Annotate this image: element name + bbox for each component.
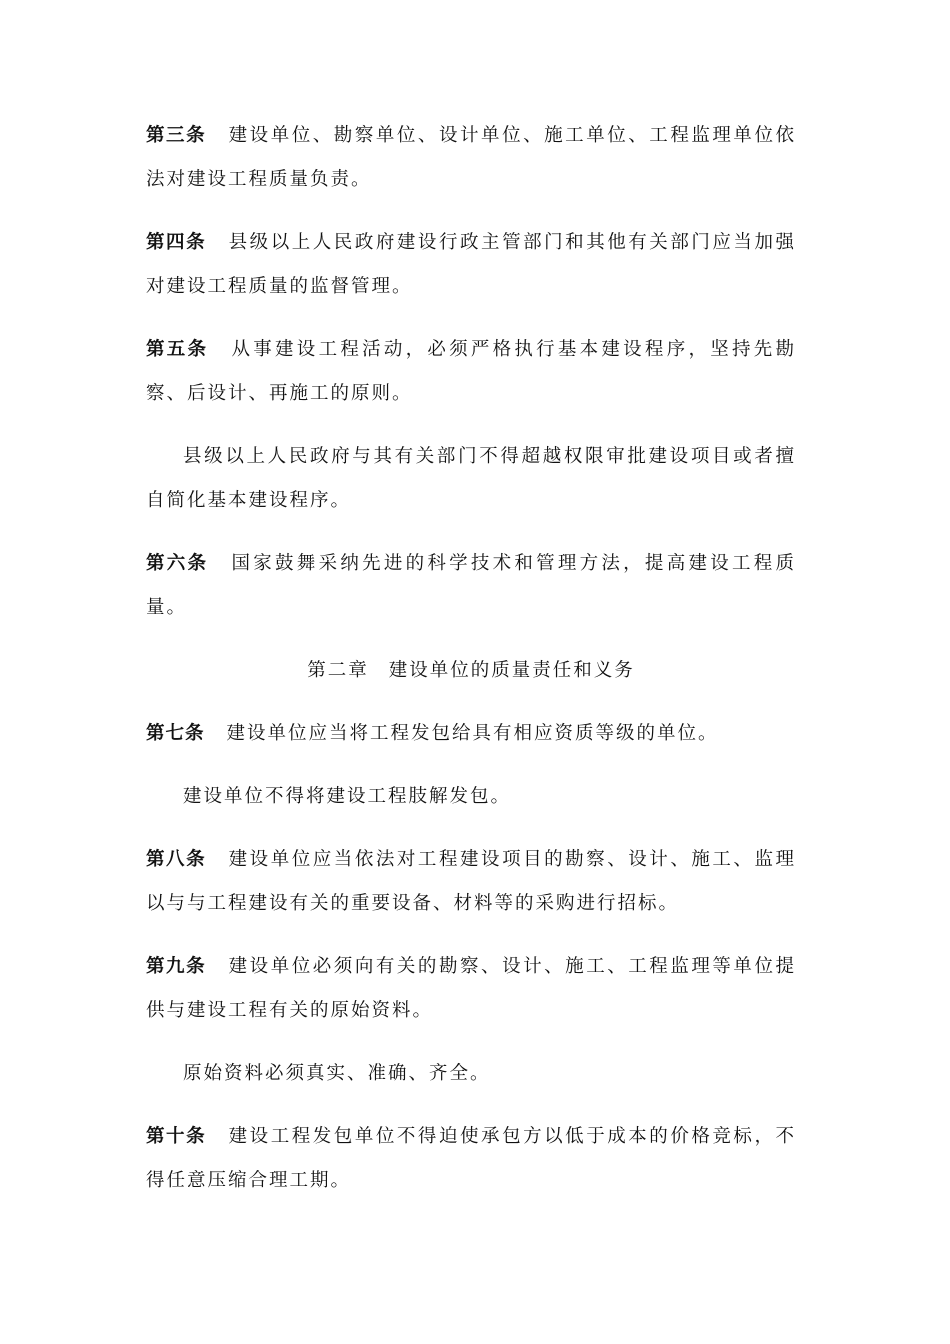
article-7 [146, 712, 796, 756]
article-8 [146, 838, 796, 926]
article-text: 建设单位必须向有关的勘察、设计、施工、工程监理等单位提供与建设工程有关的原始资料。 [146, 956, 796, 1021]
article-6 [146, 542, 796, 630]
article-text: 从事建设工程活动，必须严格执行基本建设程序，坚持先勘察、后设计、再施工的原则。 [146, 339, 796, 404]
article-number: 第八条 [146, 849, 207, 870]
article-number: 第十条 [146, 1126, 207, 1147]
article-text: 建设单位应当依法对工程建设项目的勘察、设计、施工、监理以与与工程建设有关的重要设备、材料等的采购进行招标。 [146, 849, 796, 914]
article-text: 国家鼓舞采纳先进的科学技术和管理方法，提高建设工程质量。 [146, 553, 796, 618]
article-7-paragraph-2: 建设单位不得将建设工程肢解发包。 [183, 786, 512, 807]
article-number: 第三条 [146, 125, 207, 146]
article-text: 县级以上人民政府建设行政主管部门和其他有关部门应当加强对建设工程质量的监督管理。 [146, 232, 796, 297]
article-number: 第五条 [146, 339, 209, 360]
chapter-number: 第二章 [307, 660, 369, 681]
article-text: 建设单位应当将工程发包给具有相应资质等级的单位。 [226, 723, 719, 744]
article-number: 第四条 [146, 232, 207, 253]
article-3 [146, 114, 796, 202]
article-number: 第九条 [146, 956, 207, 977]
article-9 [146, 945, 796, 1033]
article-number: 第六条 [146, 553, 209, 574]
article-number: 第七条 [146, 723, 205, 744]
chapter-heading [146, 649, 796, 693]
article-text: 建设工程发包单位不得迫使承包方以低于成本的价格竞标，不得任意压缩合理工期。 [146, 1126, 796, 1191]
article-10 [146, 1115, 796, 1203]
document-page [146, 114, 796, 1222]
article-5-paragraph-2: 县级以上人民政府与其有关部门不得超越权限审批建设项目或者擅自简化基本建设程序。 [146, 446, 796, 511]
article-5 [146, 328, 796, 416]
article-text: 建设单位、勘察单位、设计单位、施工单位、工程监理单位依法对建设工程质量负责。 [146, 125, 796, 190]
article-9-paragraph-2: 原始资料必须真实、准确、齐全。 [183, 1063, 491, 1084]
chapter-title: 建设单位的质量责任和义务 [388, 660, 635, 681]
article-4 [146, 221, 796, 309]
